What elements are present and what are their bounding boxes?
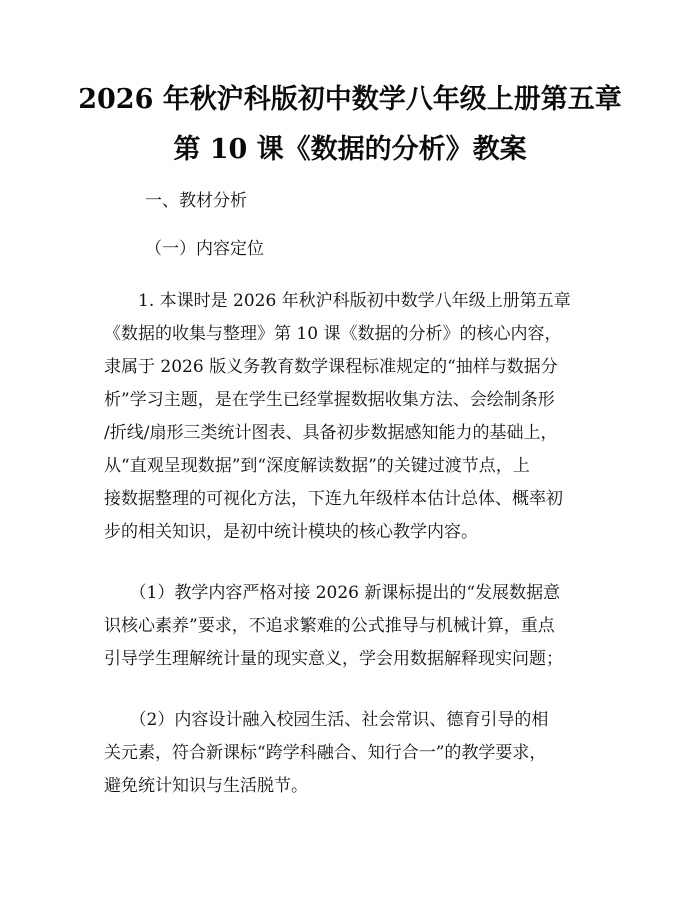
document-title-line-1: 2026 年秋沪科版初中数学八年级上册第五章 [78,84,622,115]
section-heading: 一、教材分析 [145,191,247,211]
paragraph-line: 析”学习主题，是在学生已经掌握数据收集方法、会绘制条形 [104,390,555,410]
paragraph-line: 引导学生理解统计量的现实意义，学会用数据解释现实问题； [104,649,563,669]
paragraph-content-positioning [104,285,584,549]
paragraph-line: 接数据整理的可视化方法，下连九年级样本估计总体、概率初 [104,489,563,509]
paragraph-line: 关元素，符合新课标“跨学科融合、知行合一”的教学要求， [104,743,547,763]
paragraph-line: （2）内容设计融入校园生活、社会常识、德育引导的相 [104,710,549,730]
paragraph-line: （1）教学内容严格对接 2026 新课标提出的“发展数据意 [104,583,561,603]
paragraph-line: /折线/扇形三类统计图表、具备初步数据感知能力的基础上， [104,423,558,443]
paragraph-line: 识核心素养”要求，不追求繁难的公式推导与机械计算，重点 [104,616,555,636]
paragraph-line: 步的相关知识，是初中统计模块的核心教学内容。 [104,522,478,542]
paragraph-line: 《数据的收集与整理》第 10 课《数据的分析》的核心内容， [104,324,562,344]
paragraph-line: 1. 本课时是 2026 年秋沪科版初中数学八年级上册第五章 [104,291,571,311]
paragraph-item-2 [104,704,584,803]
subsection-heading: （一）内容定位 [145,239,264,259]
paragraph-line: 避免统计知识与生活脱节。 [104,776,308,796]
paragraph-line: 隶属于 2026 版义务教育数学课程标准规定的“抽样与数据分 [104,357,558,377]
paragraph-item-1 [104,577,584,676]
document-title-line-2: 第 10 课《数据的分析》教案 [173,134,527,165]
paragraph-line: 从“直观呈现数据”到“深度解读数据”的关键过渡节点，上 [104,456,530,476]
